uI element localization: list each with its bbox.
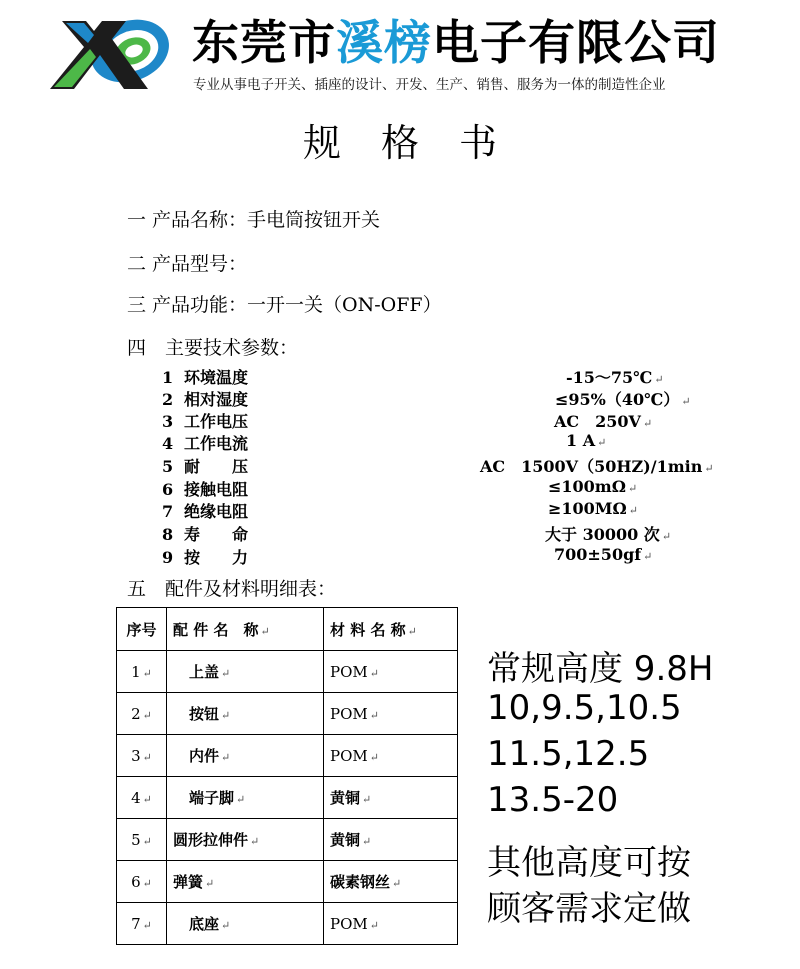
paragraph-mark: ↵ [661,530,672,543]
param-number: 9 [162,548,174,567]
param-name: 寿 命 [184,525,249,544]
section-parts-materials: 五 配件及材料明细表： [127,578,337,600]
table-row [117,903,458,945]
paragraph-mark: ↵ [654,373,664,386]
param-value: ≤100mΩ ↵ [548,477,638,496]
param-value: 1 A ↵ [566,431,607,450]
param-value: AC 1500V（50HZ)/1min ↵ [480,457,714,476]
section-product-name: 一 产品名称：手电筒按钮开关 [127,209,381,231]
param-name: 工作电流 [184,434,249,453]
table-row [117,819,458,861]
paragraph-mark: ↵ [260,624,270,638]
table-header: 配 件 名 称 ↵ [167,608,324,651]
height-note-line: 常规高度 9.8H [487,649,714,689]
param-number: 5 [162,457,174,476]
table-cell-no: 7 ↵ [117,903,167,945]
param-number: 2 [162,390,174,409]
paragraph-mark: ↵ [642,417,653,430]
param-name: 相对湿度 [184,390,249,409]
table-row [117,693,458,735]
company-tagline: 专业从事电子开关、插座的设计、开发、生产、销售、服务为一体的制造性企业 [193,77,666,93]
table-row [117,861,458,903]
paragraph-mark: ↵ [704,462,714,475]
param-number: 3 [162,412,174,431]
table-header-row [117,608,458,651]
param-name-row [162,499,248,522]
param-name-row [162,365,248,388]
table-cell-part: 按钮 ↵ [167,693,324,735]
param-number: 6 [162,480,174,499]
custom-note-line: 其他高度可按 [487,843,691,883]
param-name-row [162,522,248,545]
table-cell-material: POM ↵ [324,735,458,777]
document-title: 规格书 [302,121,537,165]
table-cell-part: 弹簧 ↵ [167,861,324,903]
param-value: ≥100MΩ ↵ [548,499,638,518]
table-cell-material: 黄铜 ↵ [324,777,458,819]
paragraph-mark: ↵ [597,436,607,449]
table-cell-part: 内件 ↵ [167,735,324,777]
table-cell-material: POM ↵ [324,903,458,945]
paragraph-mark: ↵ [681,395,691,408]
table-cell-material: POM ↵ [324,651,458,693]
table-header: 材 料 名 称 ↵ [324,608,458,651]
section-tech-params: 四 主要技术参数： [127,337,299,359]
paragraph-mark: ↵ [628,504,638,517]
param-name-row [162,387,248,410]
height-note-line: 10,9.5,10.5 [487,688,682,728]
param-number: 4 [162,434,174,453]
param-name-row [162,431,248,454]
param-value: -15～75℃ ↵ [566,368,664,387]
paragraph-mark: ↵ [627,482,638,495]
table-cell-material: POM ↵ [324,693,458,735]
table-cell-part: 底座 ↵ [167,903,324,945]
param-value: 700±50gf ↵ [554,545,653,564]
parts-table [116,607,458,945]
paragraph-mark: ↵ [407,624,417,638]
table-header: 序号 [117,608,167,651]
param-value: ≤95%（40℃） ↵ [555,390,691,409]
table-cell-no: 2 ↵ [117,693,167,735]
table-cell-no: 5 ↵ [117,819,167,861]
param-name: 工作电压 [184,412,249,431]
height-note-line: 13.5-20 [487,780,619,820]
height-note-line: 11.5,12.5 [487,734,650,774]
company-name: 东莞市溪榜电子有限公司 [192,16,720,71]
param-name: 按 力 [184,548,249,567]
table-cell-part: 上盖 ↵ [167,651,324,693]
param-number: 7 [162,502,174,521]
param-number: 8 [162,525,174,544]
table-cell-material: 黄铜 ↵ [324,819,458,861]
table-cell-part: 圆形拉伸件 ↵ [167,819,324,861]
table-row [117,651,458,693]
param-name-row [162,454,248,477]
table-cell-material: 碳素钢丝 ↵ [324,861,458,903]
table-cell-no: 4 ↵ [117,777,167,819]
table-cell-part: 端子脚 ↵ [167,777,324,819]
section-product-model: 二 产品型号： [127,253,248,275]
param-name: 环境温度 [184,368,249,387]
param-name: 耐 压 [184,457,249,476]
param-value: AC 250V ↵ [554,412,653,431]
table-cell-no: 3 ↵ [117,735,167,777]
table-cell-no: 6 ↵ [117,861,167,903]
section-product-function: 三 产品功能：一开一关（ON-OFF） [127,294,442,316]
param-name-row [162,545,248,568]
param-name: 接触电阻 [184,480,249,499]
table-row [117,735,458,777]
table-cell-no: 1 ↵ [117,651,167,693]
custom-note-line: 顾客需求定做 [487,889,691,929]
param-number: 1 [162,368,174,387]
param-name: 绝缘电阻 [184,502,249,521]
param-name-row [162,477,248,500]
param-value: 大于 30000 次 ↵ [545,525,672,544]
table-row [117,777,458,819]
paragraph-mark: ↵ [643,550,653,563]
param-name-row [162,409,248,432]
company-logo [44,17,176,93]
